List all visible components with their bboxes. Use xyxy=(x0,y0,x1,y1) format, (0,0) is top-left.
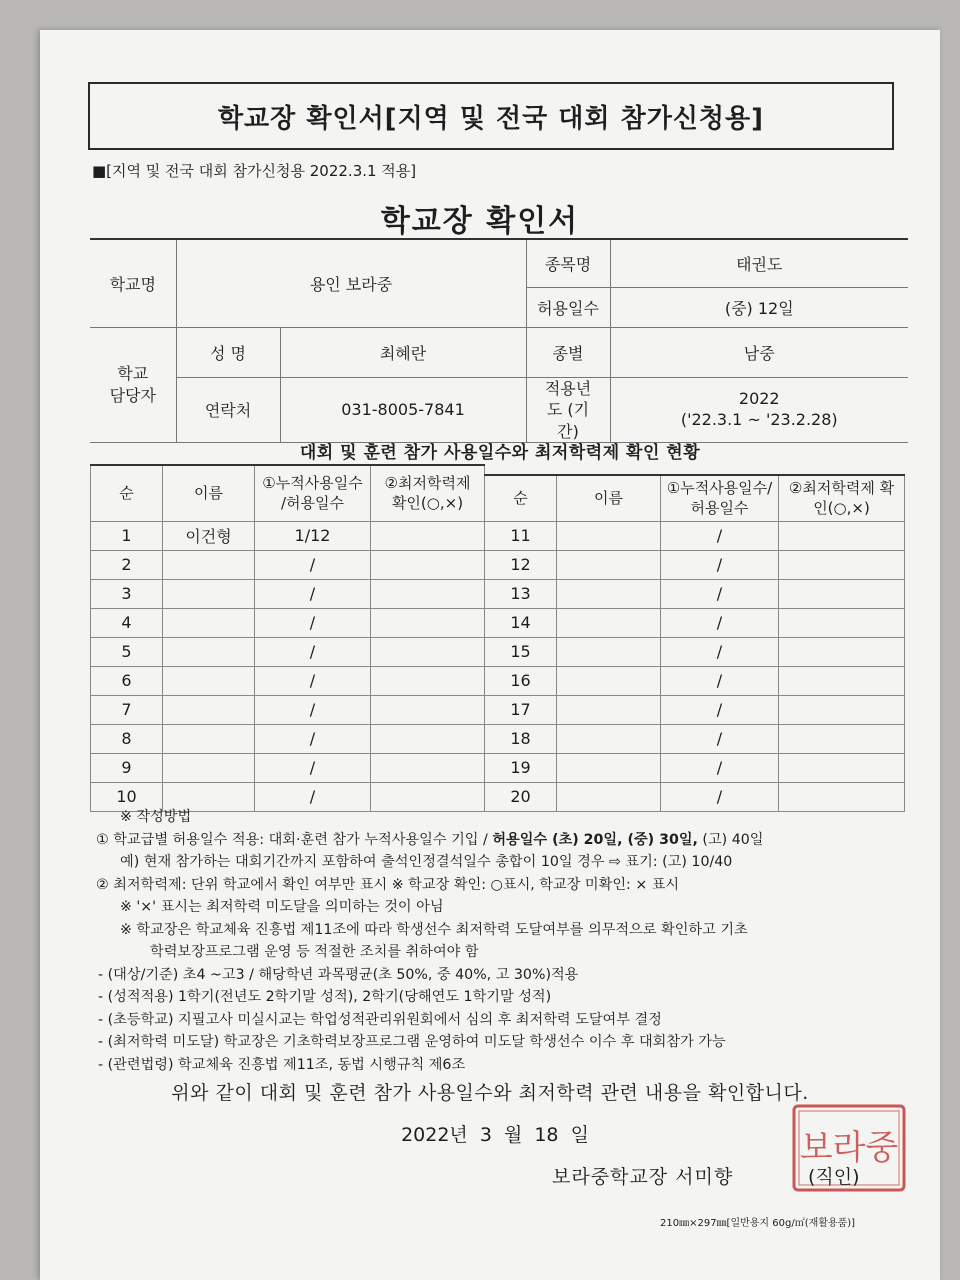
usage-days: / xyxy=(255,695,371,724)
row-number: 2 xyxy=(91,550,163,579)
student-name xyxy=(557,521,661,550)
student-name xyxy=(163,724,255,753)
row-number: 15 xyxy=(485,637,557,666)
academic-check xyxy=(371,637,485,666)
category-value: 남중 xyxy=(610,327,908,377)
confirmation-text: 위와 같이 대회 및 훈련 참가 사용일수와 최저학력 관련 내용을 확인합니다. xyxy=(171,1082,809,1104)
academic-check xyxy=(779,695,905,724)
usage-table-left xyxy=(90,464,485,812)
academic-check xyxy=(779,753,905,782)
manager-label: 학교 담당자 xyxy=(90,327,176,443)
note-1 xyxy=(96,829,916,852)
academic-check xyxy=(779,608,905,637)
col-no: 순 xyxy=(485,475,557,521)
academic-check xyxy=(371,753,485,782)
table-row xyxy=(91,724,485,753)
academic-check xyxy=(779,521,905,550)
usage-days: / xyxy=(661,521,779,550)
table-row xyxy=(485,579,905,608)
usage-days: / xyxy=(661,666,779,695)
table-row xyxy=(485,637,905,666)
detail-4: - (최저학력 미도달) 학교장은 기초학력보장프로그램 운영하여 미도달 학생선수 이수 후 대회참가 가능 xyxy=(98,1034,726,1050)
row-number: 10 xyxy=(91,782,163,811)
name-value: 최혜란 xyxy=(280,327,526,377)
issue-date: 2022년 3 월 18 일 xyxy=(401,1124,589,1146)
student-name xyxy=(163,608,255,637)
usage-days: / xyxy=(661,753,779,782)
year-cell xyxy=(610,377,908,443)
note-1-example: 예) 현재 참가하는 대회기간까지 포함하여 출석인정결석일수 총합이 10일 경우 ⇨ 표기: (고) 10/40 xyxy=(120,854,733,870)
paper-spec: 210㎜×297㎜[일반용지 60g/㎡(재활용품)] xyxy=(660,1218,856,1229)
row-number: 18 xyxy=(485,724,557,753)
row-number: 8 xyxy=(91,724,163,753)
usage-days: / xyxy=(255,550,371,579)
table-row xyxy=(485,521,905,550)
table-row xyxy=(91,608,485,637)
usage-days: / xyxy=(255,579,371,608)
student-name xyxy=(557,550,661,579)
student-name xyxy=(163,550,255,579)
row-number: 16 xyxy=(485,666,557,695)
academic-check xyxy=(371,550,485,579)
section-title: 대회 및 훈련 참가 사용일수와 최저학력제 확인 현황 xyxy=(299,443,701,463)
school-value: 용인 보라중 xyxy=(176,239,526,327)
note-2: ② 최저학력제: 단위 학교에서 확인 여부만 표시 ※ 학교장 확인: ○표시, 학교장 미확인: × 표시 xyxy=(96,876,680,893)
sport-label: 종목명 xyxy=(526,239,610,287)
student-name xyxy=(557,579,661,608)
col-academic: ②최저학력제 확인(○,×) xyxy=(371,465,485,521)
table-row xyxy=(91,579,485,608)
student-name xyxy=(163,637,255,666)
row-number: 9 xyxy=(91,753,163,782)
sport-value: 태권도 xyxy=(610,239,908,287)
usage-days: / xyxy=(661,579,779,608)
page-title: 학교장 확인서[지역 및 전국 대회 참가신청용] xyxy=(88,82,894,150)
academic-check xyxy=(779,637,905,666)
col-usage: ①누적사용일수/ 허용일수 xyxy=(661,475,779,521)
usage-days: / xyxy=(661,782,779,811)
name-label: 성 명 xyxy=(176,327,280,377)
academic-check xyxy=(371,695,485,724)
academic-check xyxy=(779,550,905,579)
usage-days: / xyxy=(255,608,371,637)
period-value: ('22.3.1 ~ '23.2.28) xyxy=(680,409,838,429)
row-number: 6 xyxy=(91,666,163,695)
year-value: 2022 xyxy=(738,389,780,409)
row-number: 3 xyxy=(91,579,163,608)
academic-check xyxy=(371,666,485,695)
note-3: ※ '×' 표시는 최저학력 미도달을 의미하는 것이 아님 xyxy=(120,899,444,915)
table-row xyxy=(485,753,905,782)
table-row xyxy=(91,637,485,666)
student-name xyxy=(163,753,255,782)
student-name xyxy=(557,695,661,724)
detail-1: - (대상/기준) 초4 ~고3 / 해당학년 과목평균(초 50%, 중 40%, 고 30%)적용 xyxy=(98,966,579,983)
note-1-text: ① 학교급별 허용일수 적용: 대회·훈련 참가 누적사용일수 기입 / xyxy=(96,831,493,848)
col-usage: ①누적사용일수 /허용일수 xyxy=(255,465,371,521)
student-name xyxy=(163,579,255,608)
table-row xyxy=(485,695,905,724)
col-no: 순 xyxy=(91,465,163,521)
row-number: 17 xyxy=(485,695,557,724)
academic-check xyxy=(371,579,485,608)
usage-days: / xyxy=(661,608,779,637)
academic-check xyxy=(779,579,905,608)
col-name: 이름 xyxy=(557,475,661,521)
student-name xyxy=(557,724,661,753)
table-row xyxy=(91,753,485,782)
note-4: ※ 학교장은 학교체육 진흥법 제11조에 따라 학생선수 최저학력 도달여부를 의무적으로 확인하고 기초 xyxy=(120,921,748,938)
allowed-days-value: (중) 12일 xyxy=(610,287,908,327)
row-number: 4 xyxy=(91,608,163,637)
table-row xyxy=(485,608,905,637)
row-number: 13 xyxy=(485,579,557,608)
usage-days: / xyxy=(255,753,371,782)
usage-days: / xyxy=(661,637,779,666)
table-row xyxy=(485,724,905,753)
student-name xyxy=(163,666,255,695)
row-number: 19 xyxy=(485,753,557,782)
col-academic: ②최저학력제 확인(○,×) xyxy=(779,475,905,521)
principal-signature: 보라중학교장 서미향 xyxy=(552,1166,734,1188)
table-row xyxy=(91,666,485,695)
student-name xyxy=(557,608,661,637)
usage-days: / xyxy=(661,695,779,724)
academic-check xyxy=(779,724,905,753)
contact-value: 031-8005-7841 xyxy=(280,377,526,443)
student-name xyxy=(163,695,255,724)
academic-check xyxy=(371,521,485,550)
notes-heading: ※ 작성방법 xyxy=(120,809,192,825)
student-name xyxy=(557,637,661,666)
row-number: 7 xyxy=(91,695,163,724)
usage-days: / xyxy=(255,666,371,695)
usage-table-right xyxy=(484,474,905,812)
note-1-tail: (고) 40일 xyxy=(697,831,764,848)
usage-days: / xyxy=(255,724,371,753)
row-number: 12 xyxy=(485,550,557,579)
table-row xyxy=(485,550,905,579)
detail-3: - (초등학교) 지필고사 미실시교는 학업성적관리위원회에서 심의 후 최저학력 도달여부 결정 xyxy=(98,1011,662,1028)
student-name xyxy=(557,753,661,782)
row-number: 20 xyxy=(485,782,557,811)
year-label: 적용년도 (기간) xyxy=(526,377,610,443)
school-label: 학교명 xyxy=(90,239,176,327)
academic-check xyxy=(779,666,905,695)
row-number: 5 xyxy=(91,637,163,666)
academic-check xyxy=(371,608,485,637)
row-number: 14 xyxy=(485,608,557,637)
note-1-bold: 허용일수 (초) 20일, (중) 30일, xyxy=(492,831,698,848)
student-name xyxy=(557,666,661,695)
table-row xyxy=(91,550,485,579)
document-title: 학교장 확인서 xyxy=(380,204,580,239)
info-table xyxy=(90,238,908,443)
usage-days: / xyxy=(661,724,779,753)
category-label: 종별 xyxy=(526,327,610,377)
instructions xyxy=(96,806,916,1076)
row-number: 1 xyxy=(91,521,163,550)
col-name: 이름 xyxy=(163,465,255,521)
seal-label: (직인) xyxy=(808,1166,860,1188)
note-4-cont: 학력보장프로그램 운영 등 적절한 조치를 취하여야 함 xyxy=(150,944,479,960)
allowed-days-label: 허용일수 xyxy=(526,287,610,327)
table-row xyxy=(91,521,485,550)
usage-days: 1/12 xyxy=(255,521,371,550)
form-subtitle: ■[지역 및 전국 대회 참가신청용 2022.3.1 적용] xyxy=(92,162,417,180)
usage-days: / xyxy=(661,550,779,579)
contact-label: 연락처 xyxy=(176,377,280,443)
table-row xyxy=(485,666,905,695)
seal-text: 보라중 xyxy=(799,1128,899,1168)
detail-2: - (성적적용) 1학기(전년도 2학기말 성적), 2학기(당해연도 1학기말 성적) xyxy=(98,989,552,1005)
detail-5: - (관련법령) 학교체육 진흥법 제11조, 동법 시행규칙 제6조 xyxy=(98,1056,466,1073)
table-row xyxy=(91,695,485,724)
usage-days: / xyxy=(255,782,371,811)
student-name: 이건형 xyxy=(163,521,255,550)
usage-days: / xyxy=(255,637,371,666)
row-number: 11 xyxy=(485,521,557,550)
academic-check xyxy=(371,724,485,753)
